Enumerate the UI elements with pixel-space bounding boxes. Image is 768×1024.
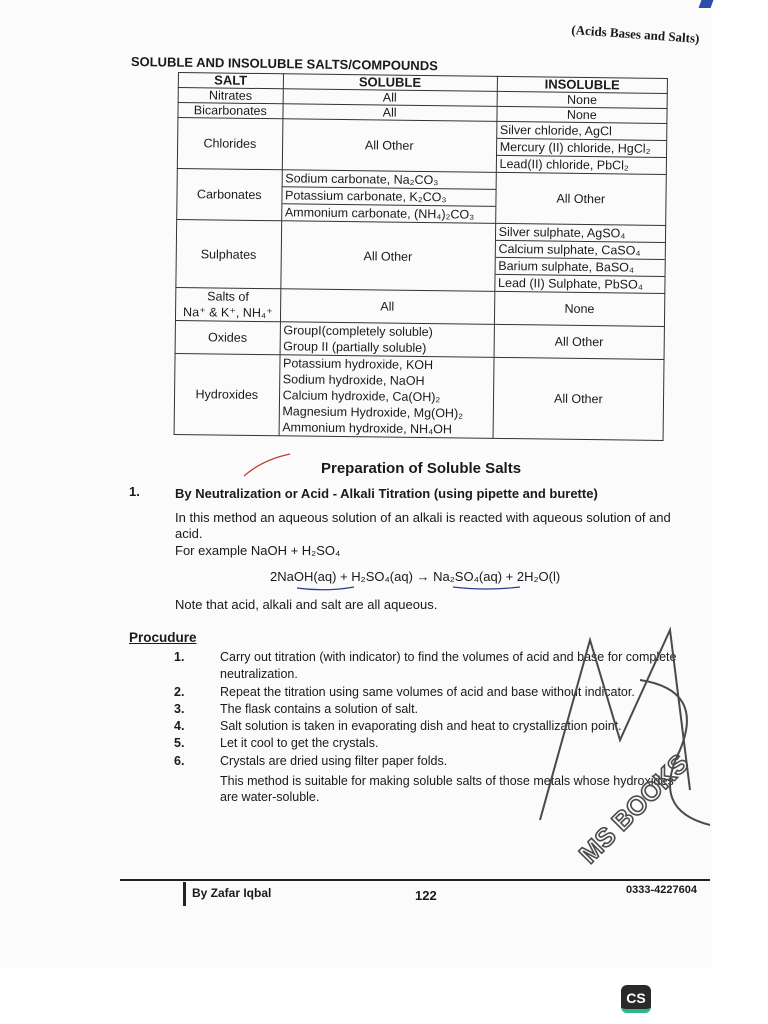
footer-phone: 0333-4227604 — [626, 884, 697, 896]
step-number: 1. — [174, 650, 185, 664]
soluble-item: Sodium hydroxide, NaOH — [282, 372, 425, 389]
insoluble-cell: All Other — [494, 324, 665, 359]
header-salt: SALT — [178, 73, 283, 89]
table-row — [177, 168, 667, 225]
step-text: Crystals are dried using filter paper folds. — [220, 753, 448, 768]
procedure-note-line: This method is suitable for making soluble salts of those metals whose hydroxides — [220, 774, 674, 788]
table-row — [176, 219, 666, 293]
soluble-item: Ammonium hydroxide, NH₄OH — [282, 420, 453, 437]
salt-cell: Bicarbonates — [178, 103, 283, 119]
table-row — [177, 118, 667, 175]
soluble-cell: All Other — [282, 119, 497, 173]
example-text: For example NaOH + H₂SO₄ — [175, 543, 341, 558]
salt-cell: Oxides — [175, 320, 280, 354]
corner-tab — [699, 0, 714, 8]
insoluble-item: Silver chloride, AgCl — [499, 122, 612, 139]
soluble-item: Potassium hydroxide, KOH — [282, 356, 434, 373]
insoluble-cell: All Other — [495, 172, 666, 225]
step-text: Salt solution is taken in evaporating dish and heat to crystallization point. — [220, 719, 622, 734]
soluble-cell: All — [280, 289, 494, 325]
soluble-cell — [280, 322, 494, 358]
footer-rule — [120, 879, 710, 881]
soluble-item: GroupI(completely soluble) — [283, 323, 433, 340]
insoluble-item: Lead(II) chloride, PbCl₂ — [496, 155, 666, 174]
table-row — [174, 353, 664, 440]
salt-cell: Nitrates — [178, 88, 283, 104]
insoluble-item: Calcium sulphate, CaSO₄ — [495, 240, 665, 259]
step-text: Carry out titration (with indicator) to find the volumes of acid and base for complete — [220, 650, 677, 664]
section-title: SOLUBLE AND INSOLUBLE SALTS/COMPOUNDS — [130, 54, 438, 74]
page-number: 122 — [415, 888, 437, 903]
step-text: Repeat the titration using same volumes of acid and base without indicator. — [220, 684, 635, 699]
method-title: By Neutralization or Acid - Alkali Titration (using pipette and burette) — [175, 486, 598, 501]
soluble-cell — [279, 355, 494, 439]
soluble-item: Ammonium carbonate, (NH₄)₂CO₃ — [282, 203, 495, 223]
underline-mark — [452, 584, 522, 592]
watermark-logo — [520, 620, 720, 880]
underline-mark — [296, 584, 356, 592]
step-number: 5. — [174, 736, 185, 751]
soluble-item: Magnesium Hydroxide, Mg(OH)₂ — [282, 404, 464, 421]
soluble-cell — [281, 170, 496, 224]
soluble-cell: All — [283, 104, 497, 122]
insoluble-cell: All Other — [493, 357, 664, 440]
chemical-equation: 2NaOH(aq) + H₂SO₄(aq) → Na₂SO₄(aq) + 2H₂O(l) — [270, 569, 561, 584]
preparation-title: Preparation of Soluble Salts — [321, 460, 522, 477]
insoluble-cell: None — [497, 91, 668, 108]
insoluble-item: Barium sulphate, BaSO₄ — [495, 257, 665, 276]
soluble-item: Sodium carbonate, Na₂CO₃ — [285, 171, 439, 188]
footer-author: By Zafar Iqbal — [192, 886, 272, 900]
table-row — [175, 287, 664, 326]
salt-label-line: Salts of — [207, 289, 249, 304]
step-text: neutralization. — [220, 667, 298, 682]
soluble-item: Group II (partially soluble) — [283, 339, 427, 356]
insoluble-item: Silver sulphate, AgSO₄ — [498, 224, 626, 241]
insoluble-item: Lead (II) Sulphate, PbSO₄ — [495, 274, 665, 293]
salt-label-line: Na⁺ & K⁺, NH₄⁺ — [183, 305, 273, 321]
salt-cell: Sulphates — [176, 219, 281, 288]
salt-cell: Carbonates — [177, 168, 282, 220]
intro-line-2: acid. — [175, 526, 203, 541]
soluble-cell: All — [283, 89, 497, 107]
salt-cell: Chlorides — [177, 118, 282, 170]
insoluble-cell: None — [497, 106, 668, 123]
step-text: Let it cool to get the crystals. — [220, 736, 379, 751]
step-number: 6. — [174, 753, 185, 768]
solubility-table — [174, 72, 670, 441]
step-number: 3. — [174, 701, 185, 716]
camscanner-badge-icon: CS — [621, 985, 651, 1013]
salt-cell: Hydroxides — [174, 353, 280, 435]
insoluble-cell — [494, 223, 665, 293]
header-insoluble: INSOLUBLE — [497, 76, 668, 93]
method-number: 1. — [129, 484, 140, 499]
procedure-heading: Procudure — [129, 630, 197, 645]
soluble-item: Calcium hydroxide, Ca(OH)₂ — [282, 388, 441, 405]
salt-cell — [175, 287, 280, 321]
intro-line-1: In this method an aqueous solution of an alkali is reacted with aqueous solution of and — [175, 510, 671, 525]
watermark-text: MS BOOKS — [573, 747, 695, 870]
soluble-cell: All Other — [280, 221, 495, 292]
step-text: The flask contains a solution of salt. — [220, 701, 419, 716]
insoluble-cell: None — [494, 291, 665, 326]
soluble-item: Potassium carbonate, K₂CO₃ — [282, 186, 495, 206]
insoluble-item: Mercury (II) chloride, HgCl₂ — [497, 138, 667, 157]
step-number: 4. — [174, 719, 185, 734]
chapter-header: (Acids Bases and Salts) — [570, 22, 700, 46]
insoluble-cell — [496, 121, 667, 174]
header-soluble: SOLUBLE — [283, 74, 497, 92]
step-number: 2. — [174, 684, 185, 699]
note-text: Note that acid, alkali and salt are all aqueous. — [175, 597, 438, 612]
procedure-note-line: are water-soluble. — [220, 790, 320, 804]
footer-divider — [183, 882, 186, 906]
pen-tick-mark — [242, 452, 292, 478]
